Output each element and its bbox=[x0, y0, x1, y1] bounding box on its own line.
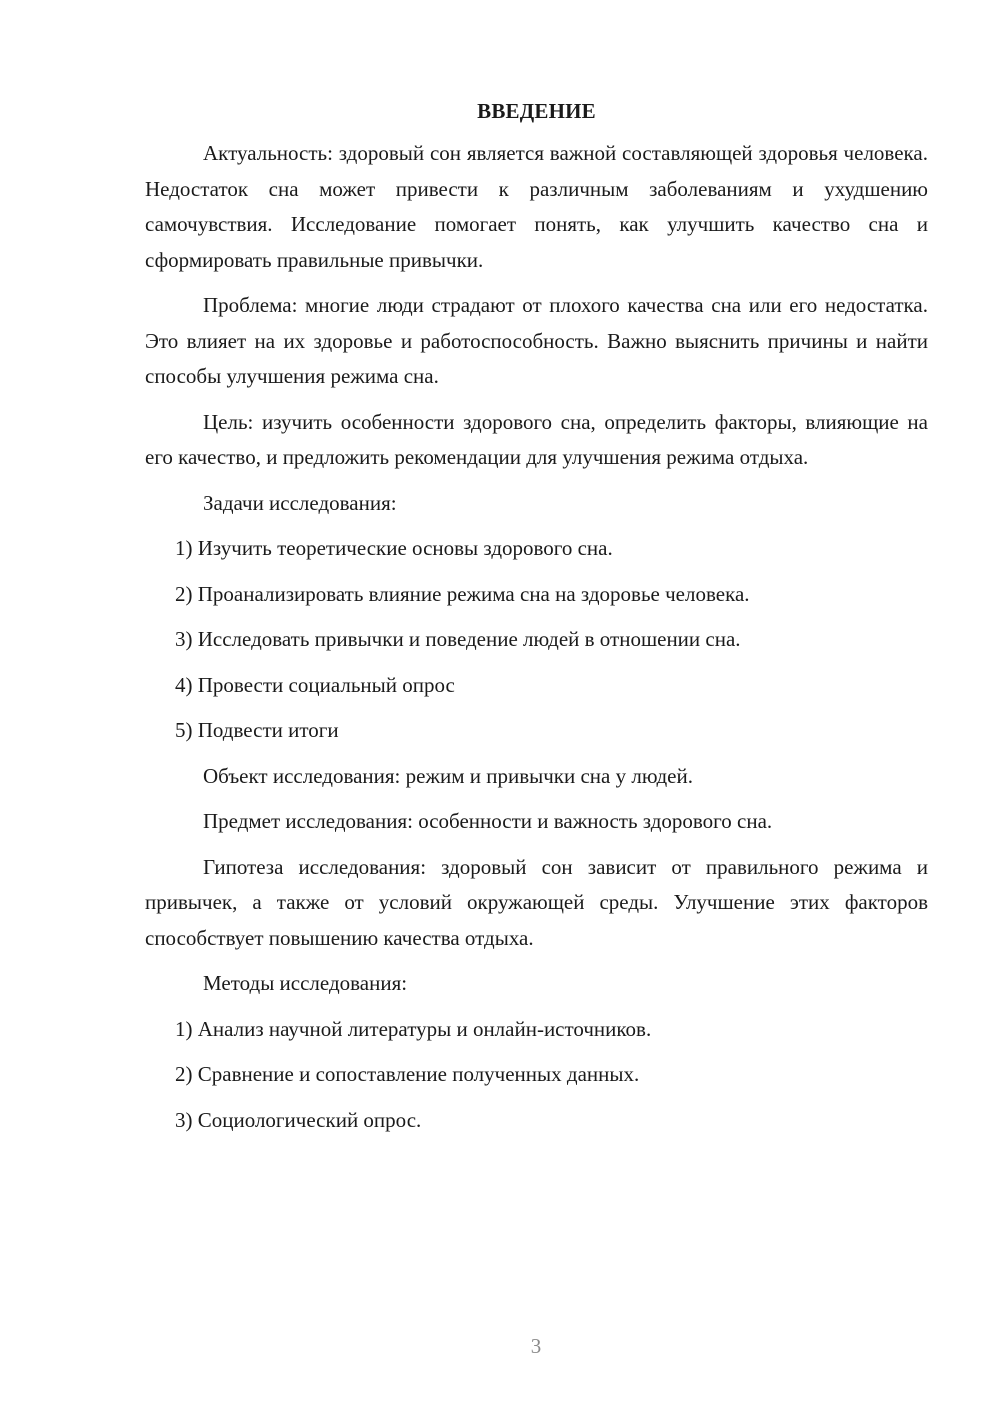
methods-list bbox=[145, 1012, 928, 1139]
task-item: 4) Провести социальный опрос bbox=[175, 672, 455, 697]
object-paragraph: Объект исследования: режим и привычки сна у людей. bbox=[203, 763, 693, 788]
goal-paragraph: Цель: изучить особенности здорового сна, определить факторы, влияющие на его качество, и предложить рекомендации для улучшения режима отдыха. bbox=[145, 409, 928, 469]
methods-heading: Методы исследования: bbox=[203, 971, 408, 995]
tasks-list bbox=[145, 531, 928, 749]
task-item: 3) Исследовать привычки и поведение людей в отношении сна. bbox=[175, 627, 741, 651]
page-title: ВВЕДЕНИЕ bbox=[477, 99, 596, 123]
method-item: 1) Анализ научной литературы и онлайн-источников. bbox=[175, 1016, 652, 1041]
page-number: 3 bbox=[530, 1334, 542, 1358]
task-item: 1) Изучить теоретические основы здорового сна. bbox=[175, 536, 613, 560]
problem-paragraph: Проблема: многие люди страдают от плохого качества сна или его недостатка. Это влияет на их здоровье и работоспособность. Важно выяснить причины и найти способы улучшения режима сна. bbox=[145, 293, 928, 388]
task-item: 5) Подвести итоги bbox=[175, 718, 339, 742]
method-item: 2) Сравнение и сопоставление полученных данных. bbox=[175, 1062, 640, 1086]
method-item: 3) Социологический опрос. bbox=[175, 1107, 422, 1132]
relevance-paragraph: Актуальность: здоровый сон является важной составляющей здоровья человека. Недостаток сна может привести к различным заболеваниям и ухудшению самочувствия. Исследование помогает понять, как улучшить качество сна и сформировать правильные привычки. bbox=[145, 141, 928, 272]
tasks-heading: Задачи исследования: bbox=[203, 490, 397, 515]
task-item: 2) Проанализировать влияние режима сна на здоровье человека. bbox=[175, 581, 750, 606]
hypothesis-paragraph: Гипотеза исследования: здоровый сон зависит от правильного режима и привычек, а также от условий окружающей среды. Улучшение этих факторов способствует повышению качества отдыха. bbox=[145, 854, 928, 950]
subject-paragraph: Предмет исследования: особенности и важность здорового сна. bbox=[203, 809, 773, 833]
page-content bbox=[145, 96, 928, 1148]
